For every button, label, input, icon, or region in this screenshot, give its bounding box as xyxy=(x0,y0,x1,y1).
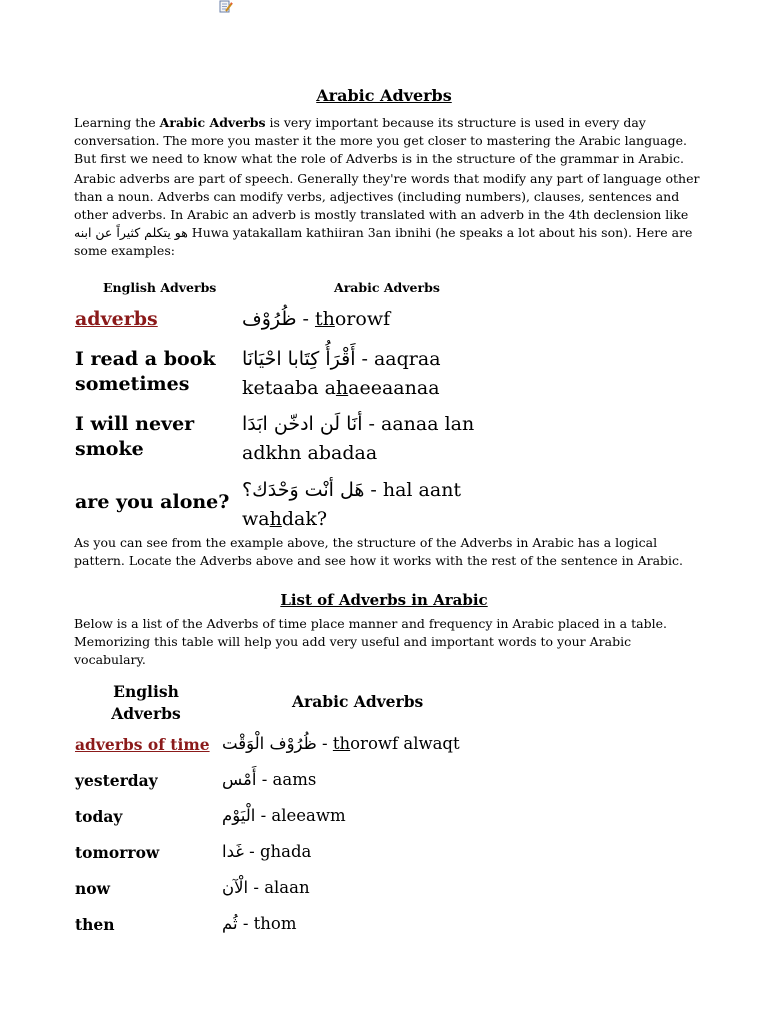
intro-paragraph-2: Arabic adverbs are part of speech. Generally they're words that modify any part of language other than a noun. Adverbs can modify verbs, adjectives (including numbers), clauses, sentences and other adverbs. In Arabic an adverb is mostly translated with an adverb in the 4th declension like هو يتكلم كثيراً عن ابنه Huwa yatakallam kathiiran 3an ibnihi (he speaks a lot about his son). Here are some examples: xyxy=(74,171,700,258)
table2-row-4-arabic: غَدا - ghada xyxy=(222,842,312,861)
section2-title: List of Adverbs in Arabic xyxy=(280,591,488,609)
table2-row-1-arabic: ظُرُوْف الْوَقْت - thorowf alwaqt xyxy=(222,734,460,753)
table2-row-2-arabic: أَمْس - aams xyxy=(222,770,317,789)
table1-row-2-arabic: أَقْرَأُ كِتَابا احْيَانَا - aaqraa ketaaba ahaeeaanaa xyxy=(242,348,441,399)
table2-header-english: English Adverbs xyxy=(111,682,181,723)
table2-row-6-arabic: ثُم - thom xyxy=(222,914,297,933)
table2-row-5-english: now xyxy=(75,879,110,898)
intro-bold-term: Arabic Adverbs xyxy=(159,115,266,130)
table1-header-arabic: Arabic Adverbs xyxy=(334,280,440,295)
after-table1-paragraph: As you can see from the example above, the structure of the Adverbs in Arabic has a logical pattern. Locate the Adverbs above and see how it works with the rest of the sentence in Arabic. xyxy=(74,535,684,568)
page-title: Arabic Adverbs xyxy=(316,86,452,105)
section2-intro-paragraph: Below is a list of the Adverbs of time place manner and frequency in Arabic placed in a table. Memorizing this table will help you add very useful and important words to your Arabic vocabulary. xyxy=(74,616,667,667)
table2-row-2-english: yesterday xyxy=(75,771,158,790)
arabic-example-inline: هو يتكلم كثيراً عن ابنه xyxy=(74,225,188,240)
table1-row-1-english[interactable]: adverbs xyxy=(75,308,158,330)
table2-row-3-english: today xyxy=(75,807,123,826)
table2-row-1-english[interactable]: adverbs of time xyxy=(75,735,210,754)
table1-row-4-english: are you alone? xyxy=(75,491,230,513)
table2-row-6-english: then xyxy=(75,915,115,934)
table1-row-2-english: I read a book sometimes xyxy=(75,348,216,395)
table1-row-3-arabic: أنَا لَن ادخّن ابَدَا - aanaa lan adkhn abadaa xyxy=(242,413,475,464)
table2-row-5-arabic: الْآن - alaan xyxy=(222,878,310,897)
table1-row-3-english: I will never smoke xyxy=(75,413,195,460)
table1-row-1-arabic: ظُرُوْف - thorowf xyxy=(242,308,391,330)
document-edit-icon xyxy=(219,0,233,13)
table2-header-arabic: Arabic Adverbs xyxy=(292,692,424,711)
table2-row-3-arabic: الْيَوْم - aleeawm xyxy=(222,806,346,825)
table1-header-english: English Adverbs xyxy=(103,280,217,295)
table2-row-4-english: tomorrow xyxy=(75,843,160,862)
table1-row-4-arabic: هَل أنْت وَحْدَك؟ - hal aant wahdak? xyxy=(242,479,462,530)
intro-paragraph-1: Learning the Arabic Adverbs is very important because its structure is used in every day conversation. The more you master it the more you get closer to mastering the Arabic language. But first we need to know what the role of Adverbs is in the structure of the grammar in Arabic. xyxy=(74,115,687,166)
